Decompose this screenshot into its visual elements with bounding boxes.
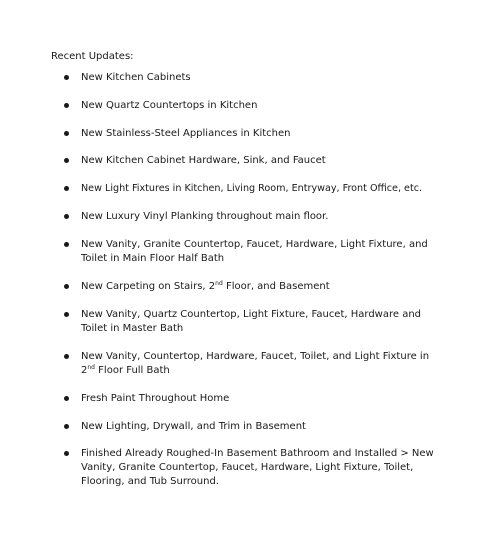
list-item-text: New Vanity, Countertop, Hardware, Faucet, Toilet, and Light Fixture in 2nd Floor Full Bath [81,351,430,376]
list-item-text: New Kitchen Cabinets [81,72,191,83]
list-item-text: New Stainless-Steel Appliances in Kitchen [81,128,291,139]
list-item-text: New Luxury Vinyl Planking throughout main floor. [81,211,329,222]
bullet-icon [64,312,69,317]
bullet-icon [64,242,69,247]
bullet-icon [64,424,69,429]
bullet-icon [64,103,69,108]
list-item-text: Finished Already Roughed-In Basement Bathroom and Installed > New Vanity, Granite Countertop, Faucet, Hardware, Light Fixture, Toilet, Flooring, and Tub Surround. [81,448,434,487]
list-item-text: Fresh Paint Throughout Home [81,393,230,404]
bullet-icon [64,158,69,163]
bullet-icon [64,214,69,219]
list-item-text: New Carpeting on Stairs, 2nd Floor, and Basement [81,280,330,292]
list-item-text: New Light Fixtures in Kitchen, Living Room, Entryway, Front Office, etc. [81,183,423,194]
heading: Recent Updates: [51,51,134,62]
list-item-text: New Quartz Countertops in Kitchen [81,100,258,111]
list-item-text: New Lighting, Drywall, and Trim in Basement [81,421,306,432]
bullet-icon [64,186,69,191]
bullet-icon [64,284,69,289]
bullet-icon [64,75,69,80]
bullet-icon [64,131,69,136]
list-item-text: New Kitchen Cabinet Hardware, Sink, and Faucet [81,155,326,166]
bullet-icon [64,354,69,359]
bullet-icon [64,396,69,401]
list-item-text: New Vanity, Granite Countertop, Faucet, Hardware, Light Fixture, and Toilet in Main Floor Half Bath [81,239,428,264]
list-item-text: New Vanity, Quartz Countertop, Light Fixture, Faucet, Hardware and Toilet in Master Bath [81,309,422,334]
bullet-icon [64,451,69,456]
